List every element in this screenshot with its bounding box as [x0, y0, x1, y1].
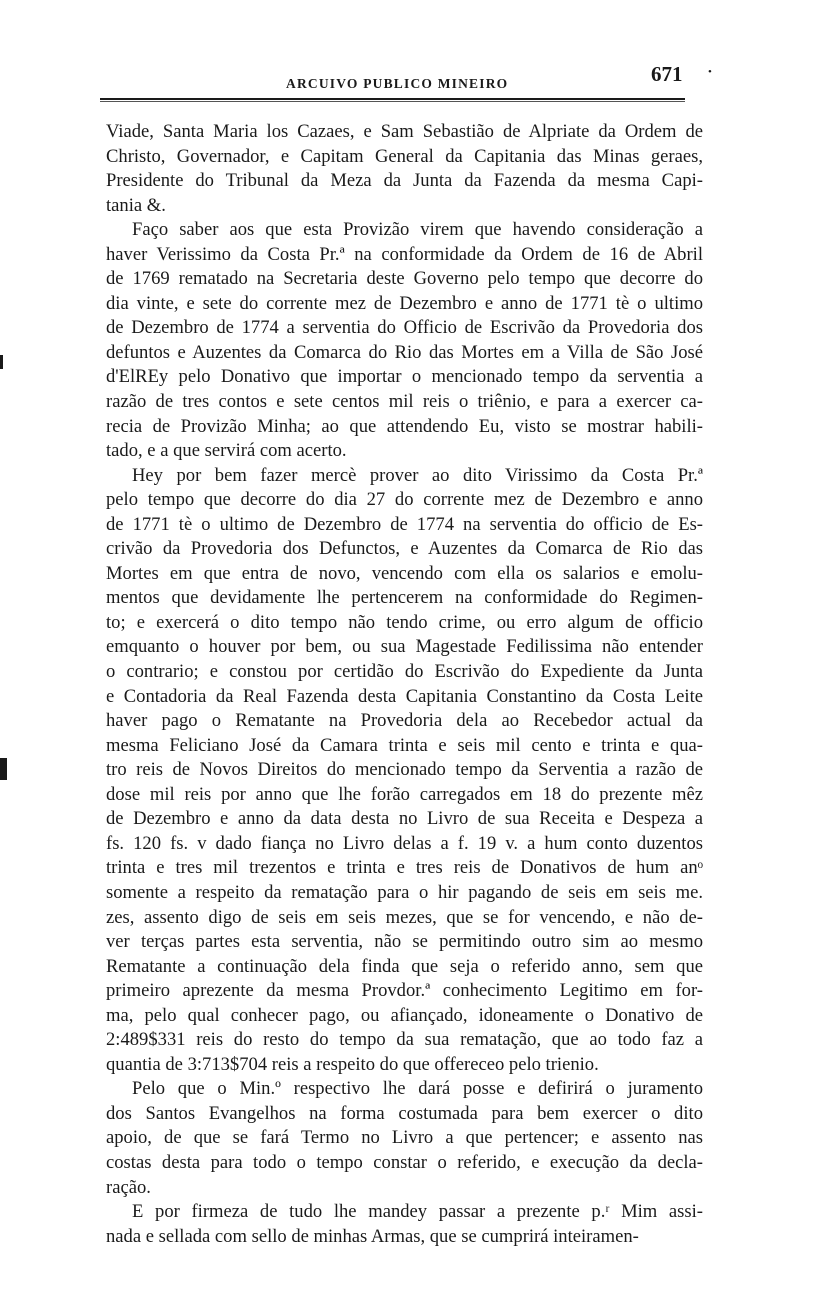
text-line: to; e exercerá o dito tempo não tendo crime, ou erro algum de officio: [106, 611, 703, 633]
text-line: trinta e tres mil trezentos e trinta e tres reis de Donativos de hum anᵒ: [106, 857, 703, 879]
paragraph: [106, 218, 703, 463]
text-line: mesma Feliciano José da Camara trinta e seis mil cento e trinta e qua-: [106, 734, 703, 756]
text-line: tania &.: [106, 194, 166, 216]
text-line: primeiro aprezente da mesma Provdor.ª conhecimento Legitimo em for-: [106, 980, 703, 1002]
text-line: Presidente do Tribunal da Meza da Junta da Fazenda da mesma Capi-: [106, 170, 703, 192]
text-line: mentos que devidamente lhe pertencerem na conformidade do Regimen-: [106, 587, 703, 609]
text-line: recia de Provizão Minha; ao que attendendo Eu, visto se mostrar habili-: [106, 415, 703, 437]
text-line: Faço saber aos que esta Provizão virem que havendo consideração a: [132, 219, 703, 241]
text-line: de 1769 rematado na Secretaria deste Governo pelo tempo que decorre do: [106, 268, 703, 290]
paragraph: [106, 1077, 703, 1200]
text-line: E por firmeza de tudo lhe mandey passar a prezente p.ʳ Mim assi-: [132, 1201, 703, 1223]
text-line: costas desta para todo o tempo constar o referido, e execução da decla-: [106, 1151, 703, 1173]
text-line: o contrario; e constou por certidão do Escrivão do Expediente da Junta: [106, 661, 703, 683]
page-number: 671: [651, 62, 683, 86]
text-line: de Dezembro de 1774 a serventia do Officio de Escrivão da Provedoria dos: [106, 317, 703, 339]
document-body: [106, 120, 703, 1249]
text-line: Christo, Governador, e Capitam General da Capitania das Minas geraes,: [106, 145, 703, 167]
text-line: nada e sellada com sello de minhas Armas, que se cumprirá inteiramen-: [106, 1225, 639, 1247]
header-rule: [100, 98, 685, 102]
margin-mark: [0, 758, 7, 780]
text-line: de Dezembro e anno da data desta no Livro de sua Receita e Despeza a: [106, 808, 703, 830]
text-line: Viade, Santa Maria los Cazaes, e Sam Sebastião de Alpriate da Ordem de: [106, 121, 703, 142]
text-line: dose mil reis por anno que lhe forão carregados em 18 do prezente mêz: [106, 783, 703, 805]
text-line: ma, pelo qual conhecer pago, ou afiançado, idoneamente o Donativo de: [106, 1004, 703, 1026]
text-line: Pelo que o Min.º respectivo lhe dará posse e defirirá o juramento: [132, 1078, 703, 1100]
text-line: tado, e a que servirá com acerto.: [106, 440, 347, 462]
text-line: de 1771 tè o ultimo de Dezembro de 1774 na serventia do officio de Es-: [106, 513, 703, 535]
text-line: crivão da Provedoria dos Defunctos, e Auzentes da Comarca de Rio das: [106, 538, 703, 560]
text-line: somente a respeito da rematação para o hir pagando de seis em seis me.: [106, 881, 703, 903]
margin-mark: [0, 355, 3, 369]
text-line: haver pago o Rematante na Provedoria dela ao Recebedor actual da: [106, 710, 703, 732]
text-line: pelo tempo que decorre do dia 27 do corrente mez de Dezembro e anno: [106, 489, 703, 511]
text-line: 2:489$331 reis do resto do tempo da sua rematação, que ao todo faz a: [106, 1029, 703, 1051]
text-line: apoio, de que se fará Termo no Livro a que pertencer; e assento nas: [106, 1127, 703, 1149]
text-line: ração.: [106, 1176, 151, 1198]
running-header-title: ARCUIVO PUBLICO MINEIRO: [286, 76, 509, 91]
text-line: dos Santos Evangelhos na forma costumada para bem exercer o dito: [106, 1102, 703, 1124]
text-line: defuntos e Auzentes da Comarca do Rio das Mortes em a Villa de São José: [106, 341, 703, 363]
header-dot-mark: •: [708, 66, 712, 78]
text-line: haver Verissimo da Costa Pr.ª na conformidade da Ordem de 16 de Abril: [106, 243, 703, 265]
paragraph: [106, 120, 703, 218]
text-line: fs. 120 fs. v dado fiança no Livro delas a f. 19 v. a hum conto duzentos: [106, 832, 703, 854]
text-line: zes, assento digo de seis em seis mezes, que se for vencendo, e não de-: [106, 906, 703, 928]
text-line: razão de tres contos e sete centos mil reis o triênio, e para a exercer ca-: [106, 391, 703, 413]
text-line: d'ElREy pelo Donativo que importar o mencionado tempo da serventia a: [106, 366, 703, 388]
paragraph: [106, 464, 703, 1078]
text-line: e Contadoria da Real Fazenda desta Capitania Constantino da Costa Leite: [106, 685, 703, 707]
text-line: dia vinte, e sete do corrente mez de Dezembro e anno de 1771 tè o ultimo: [106, 292, 703, 314]
paragraph: [106, 1200, 703, 1249]
text-line: ver terças partes esta serventia, não se permitindo outro sim ao mesmo: [106, 931, 703, 953]
text-line: Rematante a continuação dela finda que seja o referido anno, sem que: [106, 955, 703, 977]
text-line: Mortes em que entra de novo, vencendo com ella os salarios e emolu-: [106, 562, 703, 584]
text-line: quantia de 3:713$704 reis a respeito do que offereceo pelo trienio.: [106, 1053, 599, 1075]
text-line: tro reis de Novos Direitos do mencionado tempo da Serventia a razão de: [106, 759, 703, 781]
text-line: Hey por bem fazer mercè prover ao dito Virissimo da Costa Pr.ª: [132, 464, 703, 486]
text-line: emquanto o houver por bem, ou sua Magestade Fedilissima não entender: [106, 636, 703, 658]
